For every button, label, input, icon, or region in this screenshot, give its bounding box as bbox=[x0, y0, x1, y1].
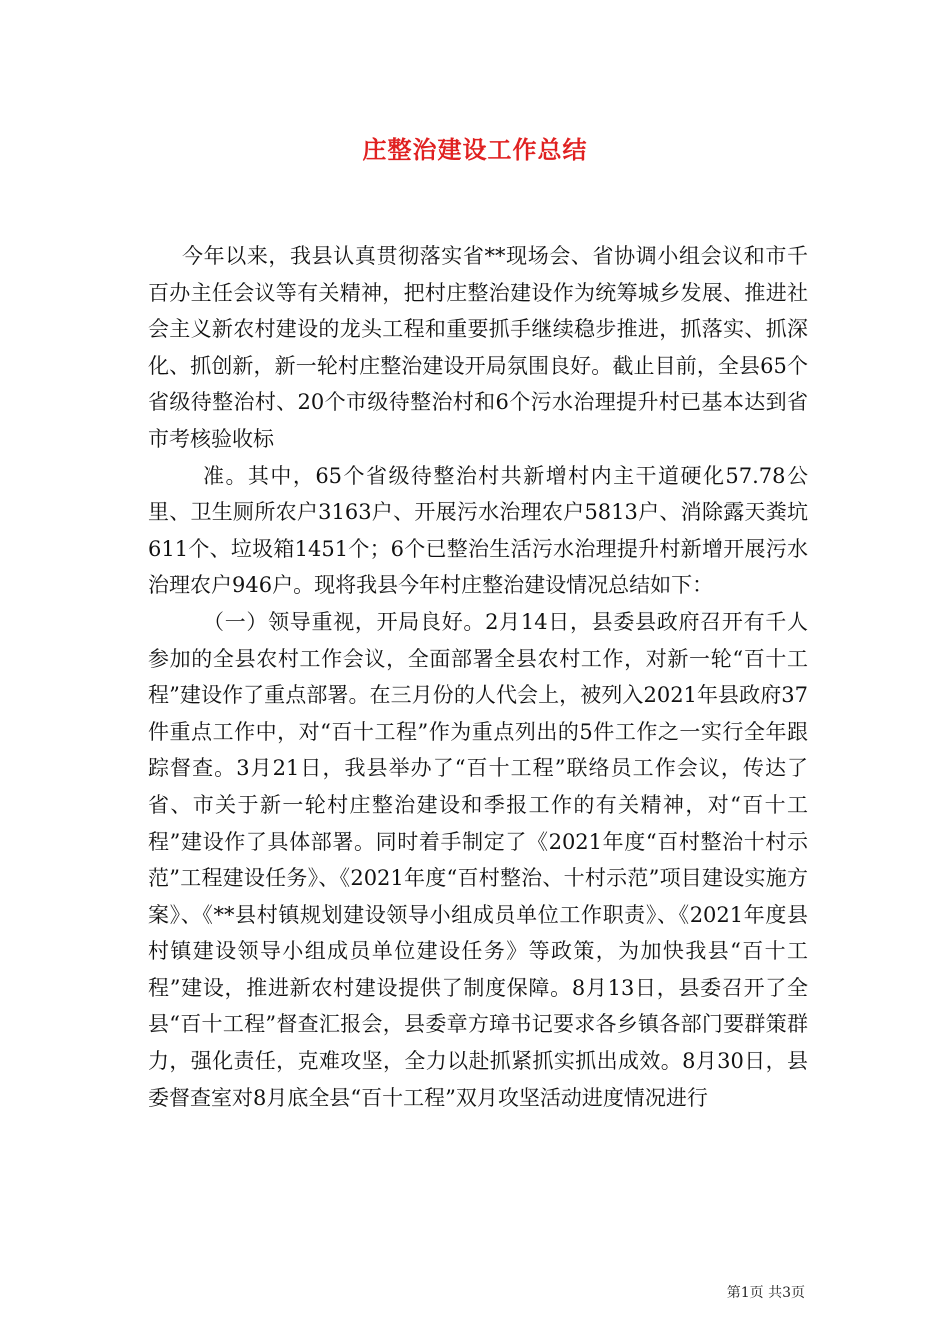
paragraph-section-one: （一）领导重视，开局良好。2月14日，县委县政府召开有千人参加的全县农村工作会议，全面部署全县农村工作，对新一轮“百十工程”建设作了重点部署。在三月份的人代会上，被列入2021年县政府37件重点工作中，对“百十工程”作为重点列出的5件工作之一实行全年跟踪督查。3月21日，我县举办了“百十工程”联络员工作会议，传达了省、市关于新一轮村庄整治建设和季报工作的有关精神，对“百十工程”建设作了具体部署。同时着手制定了《2021年度“百村整治十村示范”工程建设任务》、《2021年度“百村整治、十村示范”项目建设实施方案》、《**县村镇规划建设领导小组成员单位工作职责》、《2021年度县村镇建设领导小组成员单位建设任务》等政策，为加快我县“百十工程”建设，推进新农村建设提供了制度保障。8月13日，县委召开了全县“百十工程”督查汇报会，县委章方璋书记要求各乡镇各部门要群策群力，强化责任，克难攻坚，全力以赴抓紧抓实抓出成效。8月30日，县委督查室对8月底全县“百十工程”双月攻坚活动进度情况进行 bbox=[148, 609, 808, 1110]
paragraph-intro: 今年以来，我县认真贯彻落实省**现场会、省协调小组会议和市千百办主任会议等有关精神，把村庄整治建设作为统筹城乡发展、推进社会主义新农村建设的龙头工程和重要抓手继续稳步推进，抓落实、抓深化、抓创新，新一轮村庄整治建设开局氛围良好。截止目前，全县65个省级待整治村、20个市级待整治村和6个污水治理提升村已基本达到省市考核验收标 bbox=[148, 244, 808, 451]
page-number-footer: 第1页 共3页 bbox=[726, 1285, 805, 1301]
paragraph-statistics: 准。其中，65个省级待整治村共新增村内主干道硬化57.78公里、卫生厕所农户3163户、开展污水治理农户5813户、消除露天粪坑611个、垃圾箱1451个；6个已整治生活污水治理提升村新增开展污水治理农户946户。现将我县今年村庄整治建设情况总结如下： bbox=[148, 463, 808, 598]
document-body bbox=[148, 238, 808, 1116]
document-title: 庄整治建设工作总结 bbox=[362, 135, 588, 164]
